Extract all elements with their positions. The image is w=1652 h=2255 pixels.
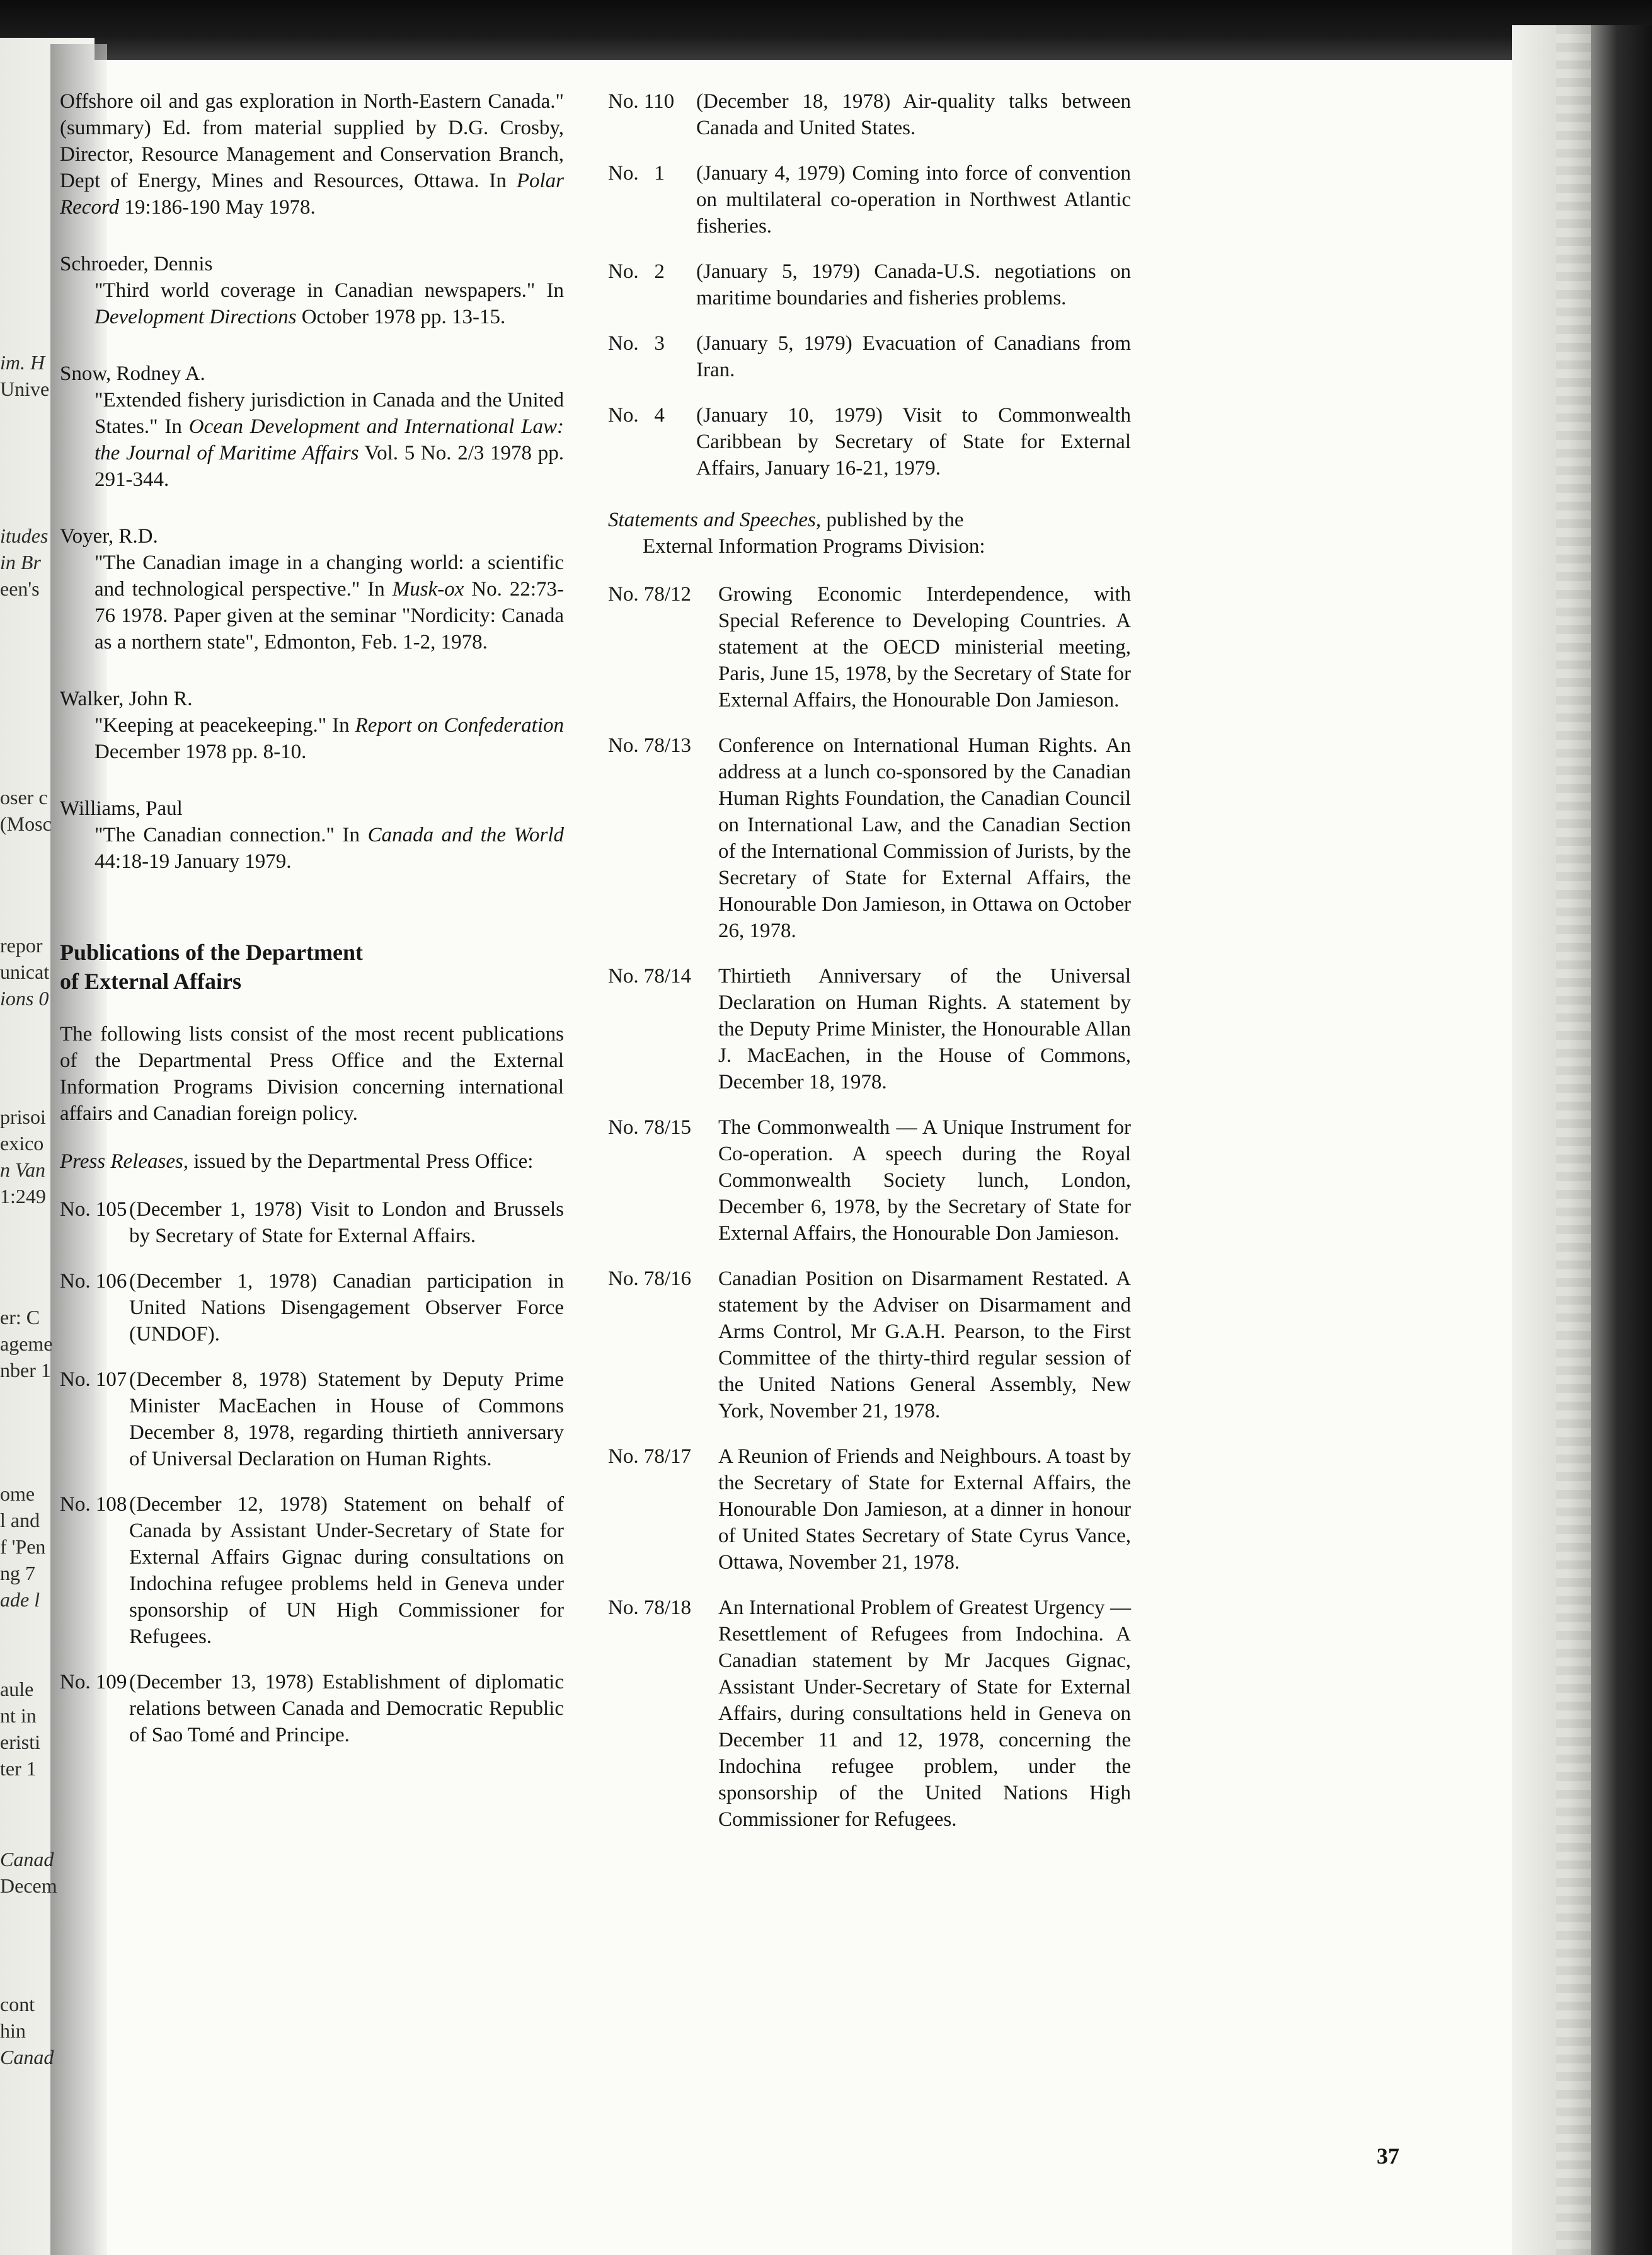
bleed-fragment: ageme <box>0 1332 53 1355</box>
statement-entry <box>608 1114 1131 1247</box>
statement-number: No. 78/12 <box>608 583 691 606</box>
release-text: (December 12, 1978) Statement on behalf of Canada by Assistant Under-Secretary of State for External Affairs Gignac during consultations on Indochina refugee problems held in Geneva under sponsorship of UN High Commissioner for Refugees. <box>129 1493 564 1648</box>
press-release-entry <box>608 88 1131 141</box>
statement-text: Growing Economic Interdependence, with Special Reference to Developing Countries. A statement at the OECD ministerial meeting, Paris, June 15, 1978, by the Secretary of State for External Affairs, the Honourable Don Jamieson. <box>718 583 1131 712</box>
bleed-fragment: Canad <box>0 2046 54 2068</box>
release-number: No. 105 <box>60 1198 127 1221</box>
press-release-entry <box>608 258 1131 311</box>
bibliography-entry <box>60 795 564 875</box>
bibliography-entry <box>60 523 564 655</box>
bibliography-entry <box>60 686 564 765</box>
statement-text: An International Problem of Greatest Urgency — Resettlement of Refugees from Indochina. A Canadian statement by Mr Jacques Gignac, Assistant Under-Secretary of State for External Affairs, during consultations held in Geneva on December 11 and 12, 1978, concerning the Indochina refugee problem, under the sponsorship of the United Nations High Commissioner for Refugees. <box>718 1596 1131 1831</box>
bleed-fragment: itudes <box>0 524 49 547</box>
release-number: No. 107 <box>60 1368 127 1391</box>
release-number: No. 1 <box>608 162 665 185</box>
statement-number: No. 78/16 <box>608 1267 691 1290</box>
page-stack-edge <box>1556 25 1591 2255</box>
bleed-fragment: unicat <box>0 960 50 983</box>
bibliography-author: Voyer, R.D. <box>60 525 158 548</box>
bleed-fragment: repor <box>0 934 43 957</box>
release-number: No. 109 <box>60 1671 127 1693</box>
bleed-fragment: ade l <box>0 1588 40 1611</box>
release-number: No. 3 <box>608 332 665 355</box>
left-column <box>60 88 564 1767</box>
right-column <box>608 88 1131 1852</box>
bleed-fragment: nt in <box>0 1704 37 1727</box>
bleed-fragment: een's <box>0 577 40 600</box>
bibliography-text: Offshore oil and gas exploration in North-Eastern Canada." (summary) Ed. from material supplied by D.G. Crosby, Director, Resource Management and Conservation Branch, Dept of Energy, Mines and Resources, Ottawa. In Polar Record 19:186-190 May 1978. <box>60 90 564 219</box>
statement-text: The Commonwealth — A Unique Instrument for Co-operation. A speech during the Royal Commonwealth Society lunch, London, December 6, 1978, by the Secretary of State for External Affairs, the Honourable Don Jamieson. <box>718 1116 1131 1245</box>
statement-entry <box>608 732 1131 944</box>
bibliography-author: Schroeder, Dennis <box>60 253 213 275</box>
press-releases-intro: Press Releases, issued by the Departmental Press Office: <box>60 1150 534 1173</box>
bleed-fragment: 1:249 <box>0 1185 46 1208</box>
bleed-fragment: ng 7 <box>0 1562 35 1584</box>
bibliography-text: "The Canadian connection." In Canada and the World 44:18-19 January 1979. <box>95 824 564 873</box>
bleed-fragment: Decem <box>0 1874 57 1897</box>
bleed-fragment: nber 1 <box>0 1359 51 1381</box>
statements-intro <box>608 507 1131 560</box>
bleed-fragment: ter 1 <box>0 1757 37 1780</box>
bibliography-author: Walker, John R. <box>60 688 193 710</box>
bleed-fragment: prisoi <box>0 1105 46 1128</box>
release-text: (December 1, 1978) Visit to London and Brussels by Secretary of State for External Affairs. <box>129 1198 564 1247</box>
release-text: (January 5, 1979) Evacuation of Canadians from Iran. <box>696 332 1131 381</box>
press-release-entry <box>60 1491 564 1650</box>
statement-text: Canadian Position on Disarmament Restated. A statement by the Adviser on Disarmament and Arms Control, Mr G.A.H. Pearson, to the First Committee of the thirty-third regular session of the United Nations General Assembly, New York, November 21, 1978. <box>718 1267 1131 1422</box>
bibliography-author: Williams, Paul <box>60 797 183 820</box>
release-number: No. 4 <box>608 404 665 427</box>
section-heading <box>60 938 564 996</box>
statements-intro-line: External Information Programs Division: <box>643 535 985 558</box>
bleed-fragment: aule <box>0 1678 34 1700</box>
bleed-fragment: hin <box>0 2019 26 2042</box>
bleed-fragment: Unive <box>0 378 50 400</box>
bleed-fragment: im. H <box>0 351 45 374</box>
release-text: (January 5, 1979) Canada-U.S. negotiations on maritime boundaries and fisheries problems. <box>696 260 1131 309</box>
bibliography-author: Snow, Rodney A. <box>60 362 205 385</box>
release-number: No. 108 <box>60 1493 127 1516</box>
bleed-fragment: in Br <box>0 551 41 574</box>
section-intro: The following lists consist of the most recent publications of the Departmental Press Office and the External Information Programs Division concerning international affairs and Canadian foreign policy. <box>60 1023 564 1125</box>
section-heading-line: Publications of the Department <box>60 940 363 965</box>
statement-entry <box>608 1443 1131 1576</box>
release-text: (December 13, 1978) Establishment of diplomatic relations between Canada and Democratic Republic of Sao Tomé and Principe. <box>129 1671 564 1746</box>
bleed-fragment: oser c <box>0 786 48 809</box>
scan-top-edge <box>0 0 1652 60</box>
bleed-fragment: ome <box>0 1482 35 1505</box>
statement-entry <box>608 1595 1131 1833</box>
release-number: No. 106 <box>60 1270 127 1293</box>
bibliography-text: "Third world coverage in Canadian newspapers." In Development Directions October 1978 pp. 13-15. <box>95 279 564 328</box>
statement-text: Thirtieth Anniversary of the Universal Declaration on Human Rights. A statement by the Deputy Prime Minister, the Honourable Allan J. MacEachen, in the House of Commons, December 18, 1978. <box>718 965 1131 1093</box>
statement-text: Conference on International Human Rights. An address at a lunch co-sponsored by the Canadian Human Rights Foundation, the Canadian Council on International Law, and the Canadian Section of the International Commission of Jurists, by the Secretary of State for External Affairs, the Honourable Don Jamieson, in Ottawa on October 26, 1978. <box>718 734 1131 942</box>
bibliography-text: "Extended fishery jurisdiction in Canada and the United States." In Ocean Development and International Law: the Journal of Maritime Affairs Vol. 5 No. 2/3 1978 pp. 291-344. <box>95 389 564 491</box>
bleed-fragment: er: C <box>0 1306 40 1329</box>
statements-intro-line: Statements and Speeches, published by the <box>608 509 964 531</box>
statement-number: No. 78/18 <box>608 1596 691 1619</box>
bleed-fragment: l and <box>0 1509 40 1531</box>
release-number: No. 110 <box>608 90 675 113</box>
bleed-fragment: Canad <box>0 1848 54 1871</box>
page-number: 37 <box>1377 2143 1399 2169</box>
release-text: (January 4, 1979) Coming into force of convention on multilateral co-operation in Northwest Atlantic fisheries. <box>696 162 1131 238</box>
press-release-entry <box>608 402 1131 482</box>
press-release-entry <box>60 1366 564 1472</box>
section-heading-line: of External Affairs <box>60 969 241 994</box>
bibliography-text: "Keeping at peacekeeping." In Report on Confederation December 1978 pp. 8-10. <box>95 714 565 763</box>
bleed-fragment: (Mosc <box>0 812 52 835</box>
statement-number: No. 78/13 <box>608 734 691 757</box>
bleed-fragment: eristi <box>0 1731 40 1753</box>
statement-entry <box>608 1266 1131 1424</box>
bleed-fragment: exico <box>0 1132 44 1155</box>
bleed-fragment: n Van <box>0 1158 45 1181</box>
statement-number: No. 78/15 <box>608 1116 691 1139</box>
bleed-fragment: ions 0 <box>0 987 49 1010</box>
bibliography-entry <box>60 251 564 330</box>
release-text: (December 18, 1978) Air-quality talks between Canada and United States. <box>696 90 1131 139</box>
bleed-fragment: f 'Pen <box>0 1535 46 1558</box>
statement-entry <box>608 963 1131 1095</box>
press-release-entry <box>60 1196 564 1249</box>
statement-number: No. 78/14 <box>608 965 691 988</box>
press-release-entry <box>60 1268 564 1347</box>
statement-text: A Reunion of Friends and Neighbours. A toast by the Secretary of State for External Affairs, the Honourable Don Jamieson, at a dinner in honour of United States Secretary of State Cyrus Vance, Ottawa, November 21, 1978. <box>718 1445 1131 1574</box>
press-release-entry <box>608 330 1131 383</box>
bleed-fragment: cont <box>0 1993 35 2016</box>
press-release-entry <box>608 160 1131 239</box>
bibliography-entry <box>60 88 564 221</box>
statement-entry <box>608 581 1131 713</box>
release-text: (December 1, 1978) Canadian participation in United Nations Disengagement Observer Force (UNDOF). <box>129 1270 564 1346</box>
release-number: No. 2 <box>608 260 665 283</box>
bibliography-entry <box>60 360 564 493</box>
press-release-entry <box>60 1669 564 1748</box>
release-text: (January 10, 1979) Visit to Commonwealth Caribbean by Secretary of State for External Affairs, January 16-21, 1979. <box>696 404 1131 480</box>
release-text: (December 8, 1978) Statement by Deputy Prime Minister MacEachen in House of Commons December 8, 1978, regarding thirtieth anniversary of Universal Declaration on Human Rights. <box>129 1368 564 1470</box>
statement-number: No. 78/17 <box>608 1445 691 1468</box>
bibliography-text: "The Canadian image in a changing world: a scientific and technological perspective." In Musk-ox No. 22:73-76 1978. Paper given at the seminar "Nordicity: Canada as a northern state", Edmonton, Feb. 1-2, 1978. <box>95 551 564 654</box>
